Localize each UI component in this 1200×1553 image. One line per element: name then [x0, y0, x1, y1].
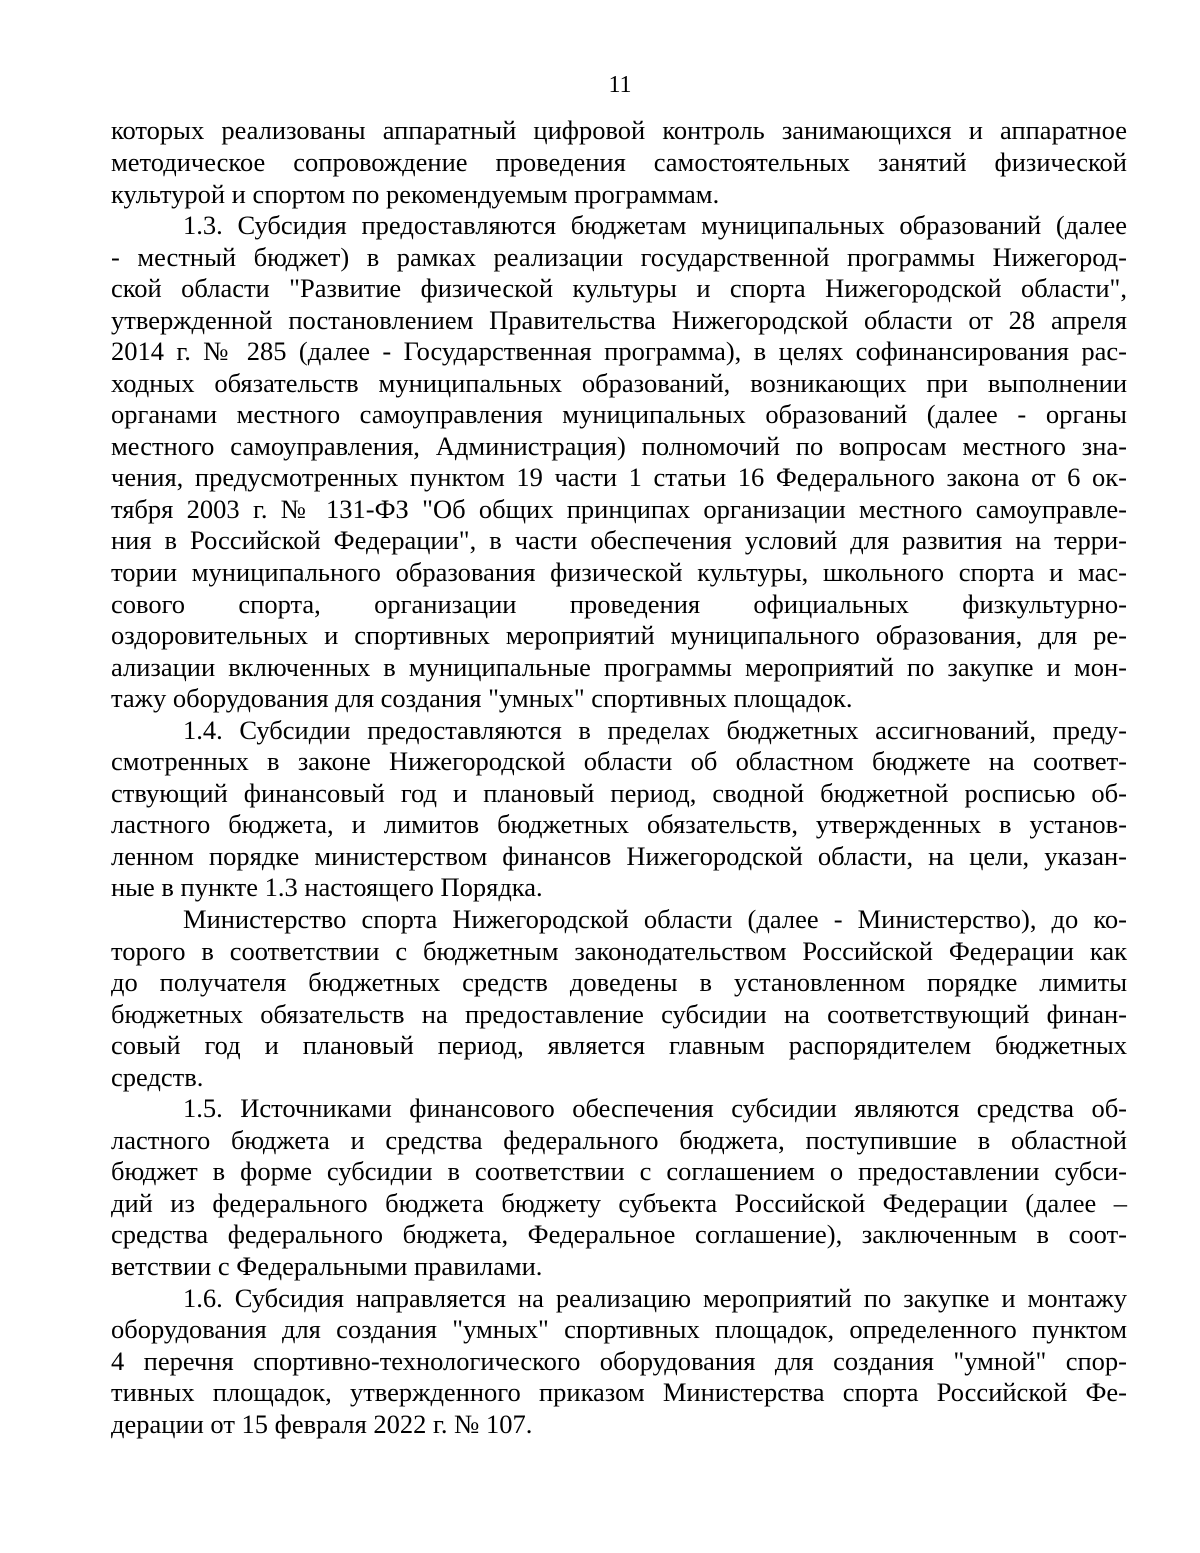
- text-line: 2014 г. № 285 (далее - Государственная программа), в целях софинансирования рас-: [111, 336, 1127, 366]
- text-line: ния в Российской Федерации", в части обеспечения условий для развития на терри-: [111, 525, 1127, 555]
- text-line: ходных обязательств муниципальных образований, возникающих при выполнении: [111, 368, 1127, 398]
- text-line: ные в пункте 1.3 настоящего Порядка.: [111, 872, 543, 902]
- text-line: дий из федерального бюджета бюджету субъекта Российской Федерации (далее –: [111, 1188, 1127, 1218]
- text-line: 1.3. Субсидия предоставляются бюджетам муниципальных образований (далее: [183, 210, 1127, 240]
- text-line: тивных площадок, утвержденного приказом Министерства спорта Российской Фе-: [111, 1377, 1127, 1407]
- text-line: торого в соответствии с бюджетным законодательством Российской Федерации как: [111, 936, 1127, 966]
- page-number: 11: [608, 72, 632, 98]
- text-line: оздоровительных и спортивных мероприятий муниципального образования, для ре-: [111, 620, 1127, 650]
- text-line: смотренных в законе Нижегородской области об областном бюджете на соответ-: [111, 746, 1127, 776]
- text-line: средства федерального бюджета, Федеральное соглашение), заключенным в соот-: [111, 1219, 1127, 1249]
- text-line: бюджет в форме субсидии в соответствии с соглашением о предоставлении субси-: [111, 1156, 1127, 1186]
- text-line: которых реализованы аппаратный цифровой контроль занимающихся и аппаратное: [111, 115, 1127, 145]
- text-line: сового спорта, организации проведения официальных физкультурно-: [111, 589, 1127, 619]
- text-line: тажу оборудования для создания "умных" спортивных площадок.: [111, 683, 853, 713]
- text-line: тября 2003 г. № 131-ФЗ "Об общих принципах организации местного самоуправле-: [111, 494, 1127, 524]
- text-line: ластного бюджета и средства федерального бюджета, поступившие в областной: [111, 1125, 1127, 1155]
- text-line: 1.6. Субсидия направляется на реализацию мероприятий по закупке и монтажу: [183, 1283, 1127, 1313]
- text-line: ластного бюджета, и лимитов бюджетных обязательств, утвержденных в установ-: [111, 809, 1127, 839]
- text-line: дерации от 15 февраля 2022 г. № 107.: [111, 1409, 533, 1439]
- text-line: 1.5. Источниками финансового обеспечения субсидии являются средства об-: [183, 1093, 1127, 1123]
- text-line: 1.4. Субсидии предоставляются в пределах бюджетных ассигнований, преду-: [183, 715, 1127, 745]
- text-line: совый год и плановый период, является главным распорядителем бюджетных: [111, 1030, 1127, 1060]
- text-line: оборудования для создания "умных" спортивных площадок, определенного пунктом: [111, 1314, 1127, 1344]
- text-line: тории муниципального образования физической культуры, школьного спорта и мас-: [111, 557, 1127, 587]
- text-line: средств.: [111, 1062, 204, 1092]
- text-line: утвержденной постановлением Правительства Нижегородской области от 28 апреля: [111, 305, 1127, 335]
- text-line: ствующий финансовый год и плановый период, сводной бюджетной росписью об-: [111, 778, 1127, 808]
- text-line: ветствии с Федеральными правилами.: [111, 1251, 543, 1281]
- text-line: до получателя бюджетных средств доведены в установленном порядке лимиты: [111, 967, 1127, 997]
- text-line: методическое сопровождение проведения самостоятельных занятий физической: [111, 147, 1127, 177]
- text-line: культурой и спортом по рекомендуемым программам.: [111, 179, 720, 209]
- text-line: местного самоуправления, Администрация) полномочий по вопросам местного зна-: [111, 431, 1127, 461]
- text-line: чения, предусмотренных пунктом 19 части 1 статьи 16 Федерального закона от 6 ок-: [111, 462, 1127, 492]
- text-line: - местный бюджет) в рамках реализации государственной программы Нижегород-: [111, 242, 1127, 272]
- text-line: органами местного самоуправления муниципальных образований (далее - органы: [111, 399, 1127, 429]
- text-line: ской области "Развитие физической культуры и спорта Нижегородской области",: [111, 273, 1127, 303]
- text-line: ализации включенных в муниципальные программы мероприятий по закупке и мон-: [111, 652, 1127, 682]
- text-line: Министерство спорта Нижегородской области (далее - Министерство), до ко-: [183, 904, 1127, 934]
- text-line: бюджетных обязательств на предоставление субсидии на соответствующий финан-: [111, 999, 1127, 1029]
- text-line: 4 перечня спортивно-технологического оборудования для создания "умной" спор-: [111, 1346, 1127, 1376]
- text-line: ленном порядке министерством финансов Нижегородской области, на цели, указан-: [111, 841, 1127, 871]
